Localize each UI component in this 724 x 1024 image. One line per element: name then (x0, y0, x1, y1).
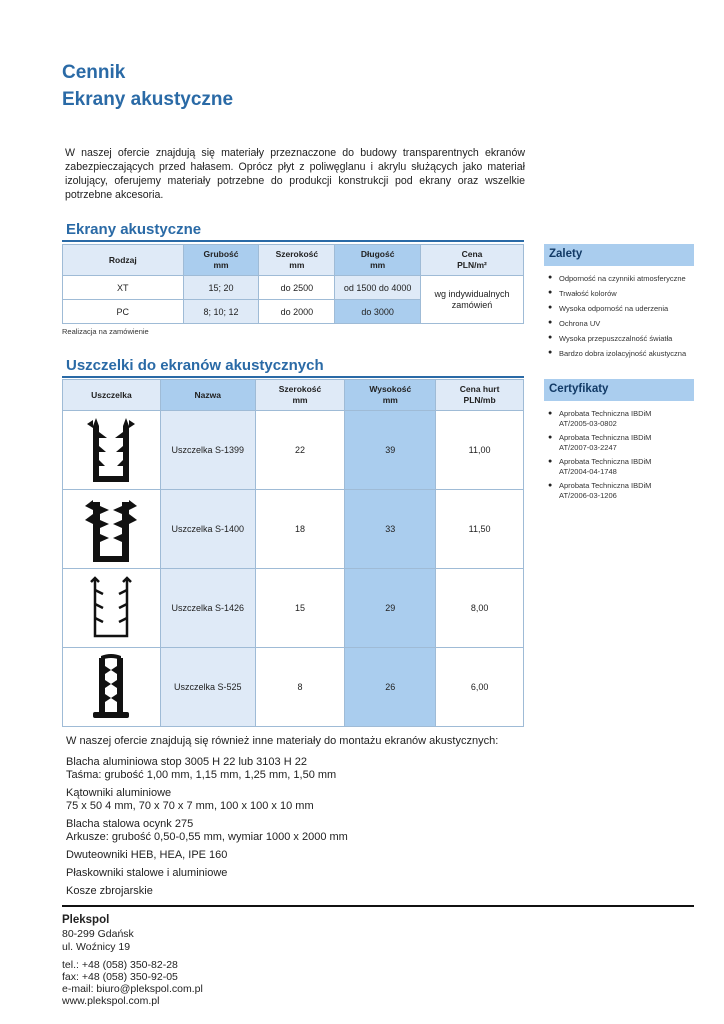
list-item: ● Bardzo dobra izolacyjność akustyczna (548, 349, 698, 358)
cell-seal-price: 8,00 (436, 569, 524, 648)
seals-section-rule (62, 376, 524, 378)
material-group: Kosze zbrojarskie (66, 885, 153, 897)
cell-length: do 3000 (335, 300, 421, 324)
table-row (63, 490, 524, 569)
screens-header-row (63, 245, 524, 276)
header-seal: Uszczelka (63, 380, 161, 411)
table-row (63, 569, 524, 648)
header-seal-price: Cena hurt PLN/mb (436, 380, 524, 411)
certificates-list (548, 409, 698, 500)
advantages-heading: Zalety (544, 244, 694, 266)
footer-company: Plekspol (62, 914, 110, 926)
cell-thickness: 8; 10; 12 (183, 300, 259, 324)
cell-thickness: 15; 20 (183, 276, 259, 300)
screens-table (62, 244, 524, 324)
seals-header-row (63, 380, 524, 411)
seals-table (62, 379, 524, 727)
cell-length: od 1500 do 4000 (335, 276, 421, 300)
seal-profile-cell (63, 569, 161, 648)
table-row (63, 276, 524, 300)
page-title-line2: Ekrany akustyczne (62, 89, 234, 110)
cell-type: PC (63, 300, 184, 324)
table-row (63, 411, 524, 490)
seal-s525-profile-icon (81, 652, 141, 722)
seal-s1426-profile-icon (81, 574, 141, 642)
cell-seal-height: 29 (345, 569, 436, 648)
seal-s1400-profile-icon (81, 494, 141, 564)
footer-email-link[interactable]: e-mail: biuro@plekspol.com.pl (62, 983, 203, 995)
material-group: Blacha stalowa ocynk 275 Arkusze: grubość 0,50-0,55 mm, wymiar 1000 x 2000 mm (66, 818, 348, 843)
header-seal-height: Wysokość mm (345, 380, 436, 411)
screens-section-rule (62, 240, 524, 242)
cell-seal-height: 26 (345, 648, 436, 727)
seal-s1399-profile-icon (81, 416, 141, 484)
cell-seal-price: 11,00 (436, 411, 524, 490)
header-seal-width: Szerokość mm (255, 380, 345, 411)
material-group: Blacha aluminiowa stop 3005 H 22 lub 3103 H 22 Taśma: grubość 1,00 mm, 1,15 mm, 1,25 mm, 1,50 mm (66, 756, 337, 781)
material-group: Kątowniki aluminiowe 75 x 50 4 mm, 70 x 70 x 7 mm, 100 x 100 x 10 mm (66, 787, 314, 812)
list-item: ● Odporność na czynniki atmosferyczne (548, 274, 698, 283)
header-length: Długość mm (335, 245, 421, 276)
list-item: ● Aprobata Techniczna IBDiM AT/2007-03-2247 (548, 433, 698, 452)
material-group: Dwuteowniki HEB, HEA, IPE 160 (66, 849, 228, 861)
header-price: Cena PLN/m² (421, 245, 524, 276)
cell-seal-name: Uszczelka S-1400 (160, 490, 255, 569)
list-item: ● Ochrona UV (548, 319, 698, 328)
list-item: ● Wysoka odporność na uderzenia (548, 304, 698, 313)
seal-profile-cell (63, 411, 161, 490)
intro-paragraph: W naszej ofercie znajdują się materiały przeznaczone do budowy transparentnych ekranów zabezpieczających przed hałasem. Oprócz płyt z poliwęglanu i akrylu służących jako materiał izolujący, oferujemy materiały potrzebne do produkcji konstrukcji pod ekrany oraz wszelkie potrzebne akcesoria. (65, 147, 525, 201)
header-type: Rodzaj (63, 245, 184, 276)
header-thickness: Grubość mm (183, 245, 259, 276)
header-width: Szerokość mm (259, 245, 335, 276)
cell-seal-width: 22 (255, 411, 345, 490)
footer-tel: tel.: +48 (058) 350-82-28 (62, 959, 178, 971)
page-title-line1: Cennik (62, 62, 126, 83)
footer-address1: 80-299 Gdańsk (62, 928, 134, 940)
cell-seal-name: Uszczelka S-525 (160, 648, 255, 727)
list-item: ● Aprobata Techniczna IBDiM AT/2004-04-1748 (548, 457, 698, 476)
seal-profile-cell (63, 490, 161, 569)
cell-seal-width: 8 (255, 648, 345, 727)
screens-section-title: Ekrany akustyczne (66, 221, 202, 238)
other-materials-intro: W naszej ofercie znajdują się również inne materiały do montażu ekranów akustycznych: (66, 735, 499, 747)
list-item: ● Aprobata Techniczna IBDiM AT/2005-03-0802 (548, 409, 698, 428)
cell-width: do 2000 (259, 300, 335, 324)
list-item: ● Wysoka przepuszczalność światła (548, 334, 698, 343)
cell-type: XT (63, 276, 184, 300)
header-name: Nazwa (160, 380, 255, 411)
cell-seal-price: 6,00 (436, 648, 524, 727)
other-materials (66, 735, 526, 903)
cell-seal-name: Uszczelka S-1426 (160, 569, 255, 648)
cell-seal-height: 39 (345, 411, 436, 490)
certificates-heading: Certyfikaty (544, 379, 694, 401)
footer-address2: ul. Woźnicy 19 (62, 941, 131, 953)
cell-seal-price: 11,50 (436, 490, 524, 569)
cell-seal-width: 18 (255, 490, 345, 569)
cell-price-note: wg indywidualnych zamówień (421, 276, 524, 324)
seals-section-title: Uszczelki do ekranów akustycznych (66, 357, 324, 374)
footer-rule (62, 905, 694, 907)
seal-profile-cell (63, 648, 161, 727)
list-item: ● Trwałość kolorów (548, 289, 698, 298)
cell-seal-height: 33 (345, 490, 436, 569)
cell-width: do 2500 (259, 276, 335, 300)
cell-seal-width: 15 (255, 569, 345, 648)
advantages-list (548, 274, 698, 358)
screens-footnote: Realizacja na zamówienie (62, 327, 149, 336)
material-group: Płaskowniki stalowe i aluminiowe (66, 867, 228, 879)
list-item: ● Aprobata Techniczna IBDiM AT/2006-03-1206 (548, 481, 698, 500)
cell-seal-name: Uszczelka S-1399 (160, 411, 255, 490)
footer-fax: fax: +48 (058) 350-92-05 (62, 971, 178, 983)
table-row (63, 648, 524, 727)
footer-website-link[interactable]: www.plekspol.com.pl (62, 995, 160, 1007)
